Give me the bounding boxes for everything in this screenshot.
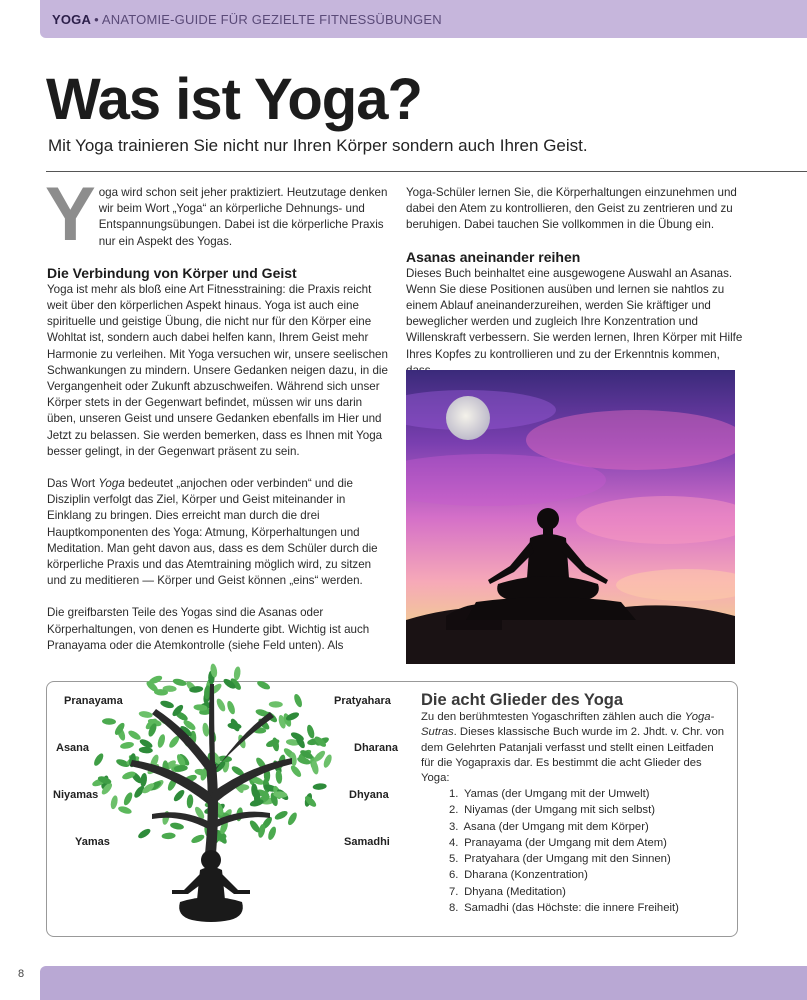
leaf [156, 733, 166, 748]
list-item: 6. Dharana (Konzentration) [449, 869, 588, 882]
header-subtitle: ANATOMIE-GUIDE FÜR GEZIELTE FITNESSÜBUNGEN [101, 12, 442, 27]
leaf [172, 677, 187, 687]
leaf [226, 700, 237, 715]
leaf [215, 697, 227, 712]
meditation-photo [406, 370, 735, 664]
tree-label-niyamas: Niyamas [53, 789, 99, 801]
list-item: 7. Dhyana (Meditation) [449, 885, 566, 898]
section-heading-asanas: Asanas aneinander reihen [406, 248, 581, 265]
left-column [45, 172, 392, 654]
leaf [267, 826, 278, 841]
divider [46, 171, 807, 172]
body-paragraph: Dieses Buch beinhaltet eine ausgewogene Auswahl an Asanas. Wenn Sie diese Positionen ausüben und lernen sie nahtlos zu einem Ablauf aneinanderzureihen, werden Sie kräftiger und beweglicher werden und zugleich Ihre Konzentration und Willenskraft verbessern. Sie werden lernen, Ihren Körper mit Hilfe Ihres Kopfes zu kontrollieren und zu der Erkenntnis kommen, [406, 266, 743, 361]
leaf [122, 791, 134, 806]
leaf [289, 764, 303, 779]
leaf [120, 741, 135, 750]
list-item: 3. Asana (der Umgang mit dem Körper) [449, 820, 649, 833]
leaf [172, 788, 186, 803]
leaf [190, 833, 205, 845]
tree-label-dharana: Dharana [354, 742, 399, 754]
tree-label-asana: Asana [56, 742, 90, 754]
running-header: YOGA • ANATOMIE-GUIDE FÜR GEZIELTE FITNESSÜBUNGEN [52, 12, 442, 27]
leaf [306, 724, 316, 739]
leaf [312, 783, 327, 791]
list-item: 4. Pranayama (der Umgang mit dem Atem) [449, 836, 667, 849]
leaf [269, 701, 283, 708]
leaf [186, 794, 193, 808]
leaf [286, 811, 298, 826]
page-number: 8 [18, 968, 25, 980]
leaf [256, 679, 271, 691]
section-heading-body-mind: Die Verbindung von Körper und Geist [47, 264, 297, 281]
body-paragraph: Die greifbarsten Teile des Yogas sind die Asanas oder Körperhaltungen, von denen es Hunderte gibt. Wichtig ist auch Pranayama oder die Atemkontrolle (siehe Feld unten). Als [47, 606, 370, 652]
leaf [138, 710, 153, 719]
leaf [127, 729, 142, 742]
leaf [233, 666, 241, 681]
leaf [110, 795, 119, 810]
header-section: YOGA [52, 12, 92, 27]
leaf [140, 773, 148, 788]
leaf [293, 693, 304, 708]
leaf [102, 718, 116, 725]
leaf [161, 832, 175, 839]
list-item: 2. Niyamas (der Umgang mit sich selbst) [449, 804, 655, 817]
body-paragraph: Das Wort Yoga bedeutet „anjochen oder verbinden“ und die Disziplin verfolgt das Ziel, Körper und Geist miteinander in Einklang zu bringen. Dies erreicht man durch die drei Hauptkomponenten des Yoga: Atmung, Körperhaltungen und Meditation. Man geht davon aus, dass es dem Schüler durch die körperliche Praxis und das Atemtraining möglich wird, zu sitzen und zu meditieren — Körper und Geist können „eins“ werden. [47, 477, 378, 588]
leaf [92, 752, 105, 767]
tree-label-pranayama: Pranayama [64, 695, 123, 707]
list-item: 1. Yamas (der Umgang mit der Umwelt) [449, 788, 650, 800]
tree-label-samadhi: Samadhi [344, 836, 390, 848]
body-paragraph: Yoga ist mehr als bloß eine Art Fitnesstraining: die Praxis reicht weit über den körperlichen Aspekt hinaus. Yoga ist auch eine spirituelle und geistige Übung, die nicht nur für den Körper eine Wohltat ist, sondern auch dabei helfen kann, Ihrem Geist mehr Harmonie zu verleihen. Mit Yoga versuchen wir, unsere seelischen Schwankungen zu mindern. Unsere Gedanken neigen dazu, in die Vergangenheit oder Zukunft abzuschweifen. Während sich unser Körper stets in der Gegenwart befindet, müssen wir uns darin üben, unseren Geist und unsere Gedanken ebenfalls im Hier und Jetzt zu belassen. Sie werden bemerken, dass es Ihnen mit Yoga besser gelingt, in der Gegenwart präsent zu sein. [47, 282, 388, 458]
footer-bar [40, 966, 807, 1000]
page-title: Was ist Yoga? [46, 67, 422, 132]
intro-paragraph: Yoga wird schon seit jeher praktiziert. Heutzutage denken wir beim Wort „Yoga“ an körperliche Dehnungs- und Entspannungsübungen. Dabei ist die körperliche Praxis nur ein Aspekt des Yogas. [45, 172, 388, 257]
body-paragraph: Yoga-Schüler lernen Sie, die Körperhaltungen einzunehmen und dabei den Atem zu kontrollieren, den Geist zu zentrieren und zu beruhigen. Dabei tauchen Sie vollkommen in die Übung ein. [406, 186, 737, 232]
tree-label-dhyana: Dhyana [349, 789, 389, 801]
box-title: Die acht Glieder des Yoga [421, 691, 624, 709]
leaf [202, 722, 210, 737]
leaf [159, 699, 174, 709]
page-subtitle: Mit Yoga trainieren Sie nicht nur Ihren Körper sondern auch Ihren Geist. [48, 136, 588, 155]
leaf [117, 805, 132, 815]
leaf [275, 770, 283, 785]
leaf [170, 822, 185, 831]
list-item: 8. Samadhi (das Höchste: die innere Freiheit) [449, 902, 679, 915]
tree-label-pratyahara: Pratyahara [334, 695, 391, 707]
meditating-figure-icon [172, 850, 250, 922]
list-item: 5. Pratyahara (der Umgang mit den Sinnen) [449, 853, 671, 866]
right-column [406, 185, 746, 379]
box-text: Zu den berühmtesten Yogaschriften zählen auch die Yoga-Sutras. Dieses klassische Buch wurde im 2. Jhdt. v. Chr. von dem Gelehrten Patanjali verfasst und stellt einen Leitfaden für die Yogapraxis dar. Es bestimmt die acht Glieder des Yoga: [421, 711, 725, 785]
leaf [274, 809, 289, 821]
leaf [137, 827, 152, 840]
tree-label-yamas: Yamas [75, 836, 110, 848]
drop-cap: Y [45, 172, 96, 257]
limbs-list [449, 786, 679, 916]
